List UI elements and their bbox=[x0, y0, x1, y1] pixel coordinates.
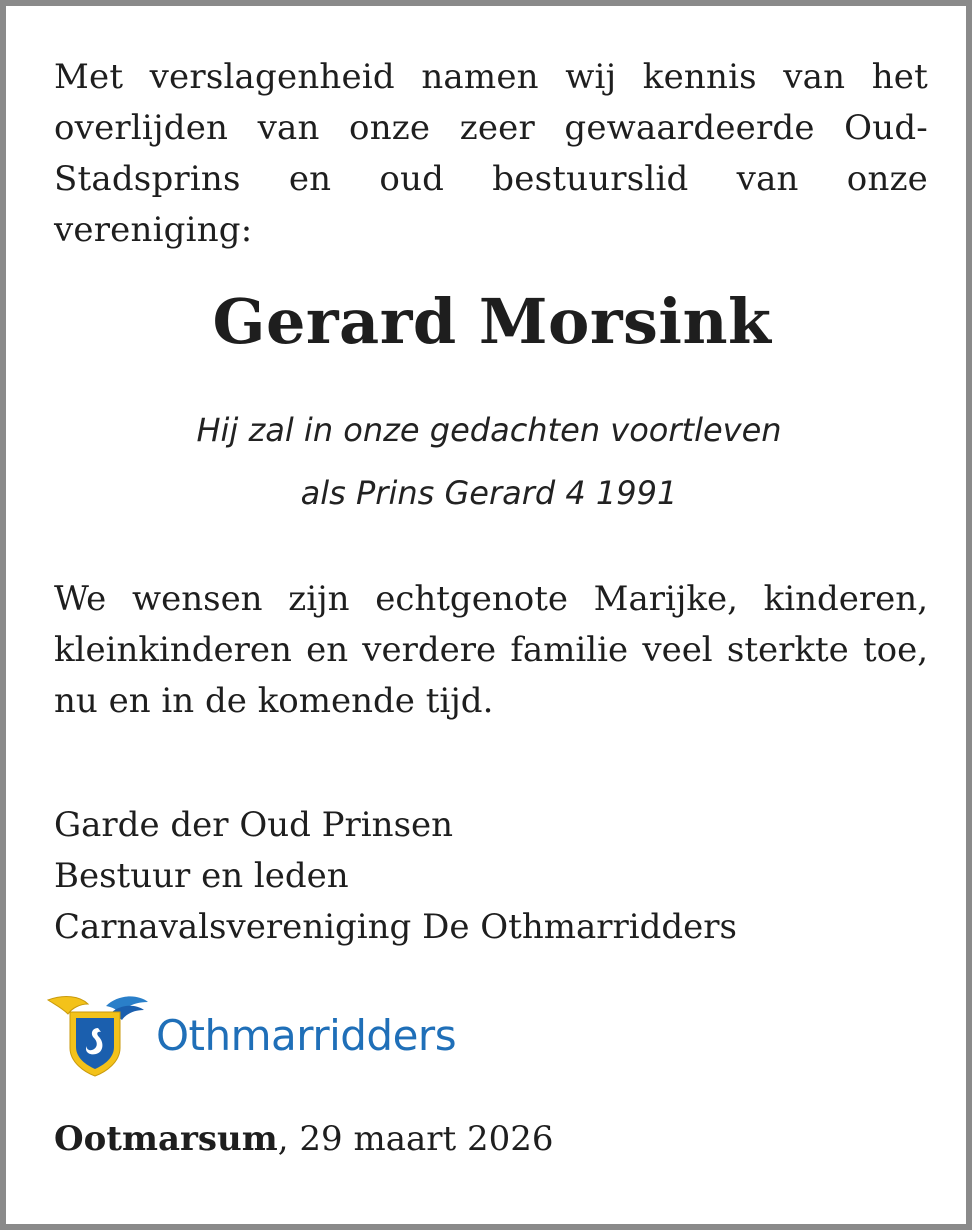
signer-line: Garde der Oud Prinsen bbox=[54, 805, 454, 845]
club-logo bbox=[46, 992, 486, 1082]
condolence-paragraph: We wensen zijn echtgenote Marijke, kinderen, kleinkinderen en verdere familie veel sterkte toe, nu en in de komende tijd. bbox=[54, 579, 928, 721]
dateline-date: , 29 maart 2026 bbox=[277, 1119, 554, 1159]
signers-block bbox=[54, 800, 928, 953]
shield-swan-logo-icon bbox=[46, 992, 152, 1080]
signer-line: Bestuur en leden bbox=[54, 856, 349, 896]
dateline-place: Ootmarsum bbox=[54, 1119, 278, 1159]
deceased-name: Gerard Morsink bbox=[212, 285, 772, 358]
intro-paragraph: Met verslagenheid namen wij kennis van het overlijden van onze zeer gewaardeerde Oud-Stadsprins en oud bestuurslid van onze vereniging: bbox=[54, 57, 928, 250]
dateline bbox=[54, 1114, 553, 1164]
quote-line-1: Hij zal in onze gedachten voortleven bbox=[196, 411, 782, 449]
quote-line-2: als Prins Gerard 4 1991 bbox=[300, 474, 678, 512]
logo-wordmark: Othmarridders bbox=[156, 1011, 457, 1060]
signer-line: Carnavalsvereniging De Othmarridders bbox=[54, 907, 737, 947]
